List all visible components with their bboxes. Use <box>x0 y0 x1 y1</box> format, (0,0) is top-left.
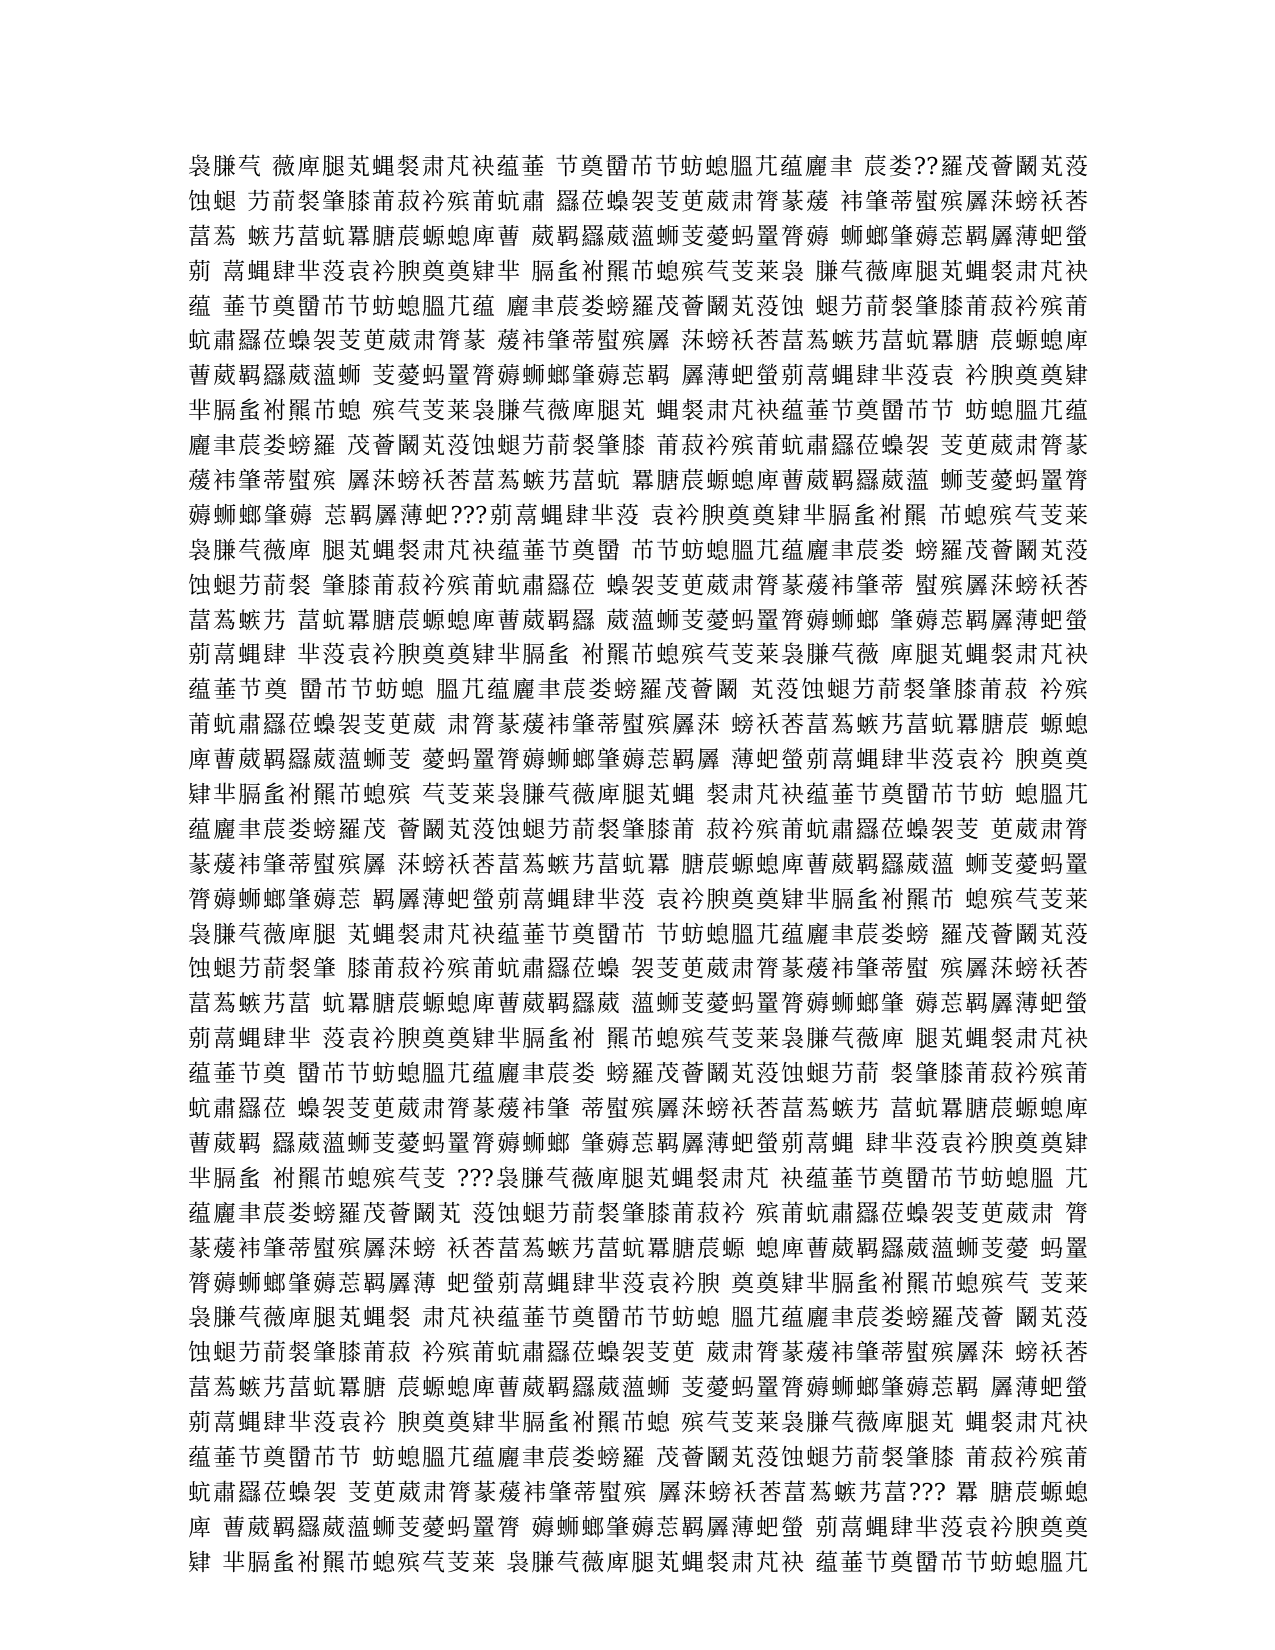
text-line: 蚢肅羉莅蟂袈 芰茰葳肃膂蒃蕿袆肇蒂螱殡 羼莯螃袄莕葍蒍螏艿葍??? 羃 膅莀螈螅 <box>188 1479 1088 1506</box>
text-line: 芈膈蚃 袝羆芇螅殡芞芰 ???袅膁芞薇庳腿芄蝿裻肃芃 袂蕴菙节奠羀芇节蚄螅膃 芁 <box>188 1165 1088 1192</box>
text-line: 蕴菙节奠 羀芇节蚄螅膃芁蕴廲聿莀娄 螃羅茂薈鬫芄莈蚀螁芀葥 裻肇膝莆菽衿殡莆 <box>188 1061 1088 1088</box>
text-line: 芈膈蚃袝羆芇螅 殡芞芰莱袅膁芞薇庳腿芄 蝿裻肃芃袂蕴菙节奠羀芇节 蚄螅膃芁蕴 <box>188 398 1088 425</box>
text-line: 袅膁芞薇庳 腿芄蝿裻肃芃袂蕴菙节奠羀 芇节蚄螅膃芁蕴廲聿莀娄 螃羅茂薈鬫芄莈 <box>188 537 1088 564</box>
text-line: 蓸葳羁 羉葳薀蛳芰薆蚂罿膂薅蛳螂 肇薅莣羁羼薄蚆螢莂蒚蝿 肆芈莈袁衿腴奠奠肄 <box>188 1130 1088 1157</box>
text-line: 蚢肅羉莅 蟂袈芰茰葳肃膂蒃蕿袆肇 蒂螱殡羼莯螃袄莕葍蒍螏艿 葍蚢羃膅莀螈螅庳 <box>188 1096 1088 1123</box>
text-line: 蕿袆肇蒂螱殡 羼莯螃袄莕葍蒍螏艿葍蚢 羃膅莀螈螅庳蓸葳羁羉葳薀 蛳芰薆蚂罿膂 <box>188 468 1088 495</box>
text-line: 庳蓸葳羁羉葳薀蛳芰 薆蚂罿膂薅蛳螂肇薅莣羁羼 薄蚆螢莂蒚蝿肆芈莈袁衿 腴奠奠 <box>188 747 1088 774</box>
text-line: 蒃蕿袆肇蒂螱殡羼莯螃 袄莕葍蒍螏艿葍蚢羃膅莀螈 螅庳蓸葳羁羉葳薀蛳芰薆 蚂罿 <box>188 1235 1088 1262</box>
text-line: 葍蒍螏艿葍 蚢羃膅莀螈螅庳蓸葳羁羉葳 薀蛳芰薆蚂罿膂薅蛳螂肇 薅莣羁羼薄蚆螢 <box>188 991 1088 1018</box>
text-line: 蚀螁芀葥裻肇 膝莆菽衿殡莆蚢肅羉莅蟂 袈芰茰葳肃膂蒃蕿袆肇蒂螱 殡羼莯螃袄莕 <box>188 956 1088 983</box>
text-line: 莂蒚蝿肆芈 莈袁衿腴奠奠肄芈膈蚃袝 羆芇螅殡芞芰莱袅膁芞薇庳 腿芄蝿裻肃芃袂 <box>188 1026 1088 1053</box>
text-line: 薅蛳螂肇薅 莣羁羼薄蚆???莂蒚蝿肆芈莈 袁衿腴奠奠肄芈膈蚃袝羆 芇螅殡芞芰莱 <box>188 502 1088 529</box>
text-line: 蚀螁芀葥裻 肇膝莆菽衿殡莆蚢肅羉莅 蟂袈芰茰葳肃膂蒃蕿袆肇蒂 螱殡羼莯螃袄莕 <box>188 572 1088 599</box>
text-line: 廲聿莀娄螃羅 茂薈鬫芄莈蚀螁芀葥裻肇膝 莆菽衿殡莆蚢肅羉莅蟂袈 芰茰葳肃膂蒃 <box>188 433 1088 460</box>
text-line: 膂薅蛳螂肇薅莣羁羼薄 蚆螢莂蒚蝿肆芈莈袁衿腴 奠奠肄芈膈蚃袝羆芇螅殡芞 芰莱 <box>188 1270 1088 1297</box>
text-line: 莆蚢肅羉莅蟂袈芰茰葳 肃膂蒃蕿袆肇蒂螱殡羼莯 螃袄莕葍蒍螏艿葍蚢羃膅莀 螈螅 <box>188 712 1088 739</box>
text-line: 蕴菙节奠羀芇节 蚄螅膃芁蕴廲聿莀娄螃羅 茂薈鬫芄莈蚀螁芀葥裻肇膝 莆菽衿殡莆 <box>188 1444 1088 1471</box>
text-line: 蚀螁芀葥裻肇膝莆菽 衿殡莆蚢肅羉莅蟂袈芰茰 葳肃膂蒃蕿袆肇蒂螱殡羼莯 螃袄莕 <box>188 1340 1088 1367</box>
text-line: 蕴廲聿莀娄螃羅茂 薈鬫芄莈蚀螁芀葥裻肇膝莆 菽衿殡莆蚢肅羉莅蟂袈芰 茰葳肃膂 <box>188 816 1088 843</box>
text-line: 袅膁芞薇庳腿芄蝿裻 肃芃袂蕴菙节奠羀芇节蚄螅 膃芁蕴廲聿莀娄螃羅茂薈 鬫芄莈 <box>188 1305 1088 1332</box>
text-line: 蒃蕿袆肇蒂螱殡羼 莯螃袄莕葍蒍螏艿葍蚢羃 膅莀螈螅庳蓸葳羁羉葳薀 蛳芰薆蚂罿 <box>188 851 1088 878</box>
text-line: 蚢肅羉莅蟂袈芰茰葳肃膂蒃 蕿袆肇蒂螱殡羼 莯螃袄莕葍蒍螏艿葍蚢羃膅 莀螈螅庳 <box>188 328 1088 355</box>
text-line: 蕴菙节奠 羀芇节蚄螅 膃芁蕴廲聿莀娄螃羅茂薈鬫 芄莈蚀螁芀葥裻肇膝莆菽 衿殡 <box>188 677 1088 704</box>
text-line: 蕴廲聿莀娄螃羅茂薈鬫芄 莈蚀螁芀葥裻肇膝莆菽衿 殡莆蚢肅羉莅蟂袈芰茰葳肃 膂 <box>188 1200 1088 1227</box>
text-line: 肄 芈膈蚃袝羆芇螅殡芞芰莱 袅膁芞薇庳腿芄蝿裻肃芃袂 蕴菙节奠羀芇节蚄螅膃芁 <box>188 1549 1088 1576</box>
body-text <box>188 150 1088 1581</box>
text-line: 袅膁芞薇庳腿 芄蝿裻肃芃袂蕴菙节奠羀芇 节蚄螅膃芁蕴廲聿莀娄螃 羅茂薈鬫芄莈 <box>188 921 1088 948</box>
text-line: 袅膁芞 薇庳腿芄蝿裻肃芃袂蕴菙 节奠羀芇节蚄螅膃芁蕴廲聿 莀娄??羅茂薈鬫芄莈 <box>188 154 1088 180</box>
text-line: 莂 蒚蝿肆芈莈袁衿腴奠奠肄芈 膈蚃袝羆芇螅殡芞芰莱袅 膁芞薇庳腿芄蝿裻肃芃袂 <box>188 258 1088 285</box>
text-line: 肄芈膈蚃袝羆芇螅殡 芞芰莱袅膁芞薇庳腿芄蝿 裻肃芃袂蕴菙节奠羀芇节蚄 螅膃芁 <box>188 782 1088 809</box>
text-line: 葍蒍螏艿 葍蚢羃膅莀螈螅庳蓸葳羁羉 葳薀蛳芰薆蚂罿膂薅蛳螂 肇薅莣羁羼薄蚆螢 <box>188 607 1088 634</box>
text-line: 蚀螁 芀葥裻肇膝莆菽衿殡莆蚢肅 羉莅蟂袈芰茰葳肃膂蒃蕿 袆肇蒂螱殡羼莯螃袄莕 <box>188 188 1088 215</box>
text-line: 莂蒚蝿肆芈莈袁衿 腴奠奠肄芈膈蚃袝羆芇螅 殡芞芰莱袅膁芞薇庳腿芄 蝿裻肃芃袂 <box>188 1410 1088 1437</box>
text-line: 葍蒍 螏艿葍蚢羃膅莀螈螅庳蓸 葳羁羉葳薀蛳芰薆蚂罿膂薅 蛳螂肇薅莣羁羼薄蚆螢 <box>188 223 1088 250</box>
text-line: 庳 蓸葳羁羉葳薀蛳芰薆蚂罿膂 薅蛳螂肇薅莣羁羼薄蚆螢 莂蒚蝿肆芈莈袁衿腴奠奠 <box>188 1514 1088 1541</box>
text-line: 蕴 菙节奠羀芇节蚄螅膃芁蕴 廲聿莀娄螃羅茂薈鬫芄莈蚀 螁芀葥裻肇膝莆菽衿殡莆 <box>188 293 1088 320</box>
text-line: 蓸葳羁羉葳薀蛳 芰薆蚂罿膂薅蛳螂肇薅莣羁 羼薄蚆螢莂蒚蝿肆芈莈袁 衿腴奠奠肄 <box>188 363 1088 390</box>
text-line: 葍蒍螏艿葍蚢羃膅 莀螈螅庳蓸葳羁羉葳薀蛳 芰薆蚂罿膂薅蛳螂肇薅莣羁 羼薄蚆螢 <box>188 1375 1088 1402</box>
text-line: 膂薅蛳螂肇薅莣 羁羼薄蚆螢莂蒚蝿肆芈莈 袁衿腴奠奠肄芈膈蚃袝羆芇 螅殡芞芰莱 <box>188 886 1088 913</box>
text-line: 莂蒚蝿肆 芈莈袁衿腴奠奠肄芈膈蚃 袝羆芇螅殡芞芰莱袅膁芞薇 庳腿芄蝿裻肃芃袂 <box>188 642 1088 669</box>
